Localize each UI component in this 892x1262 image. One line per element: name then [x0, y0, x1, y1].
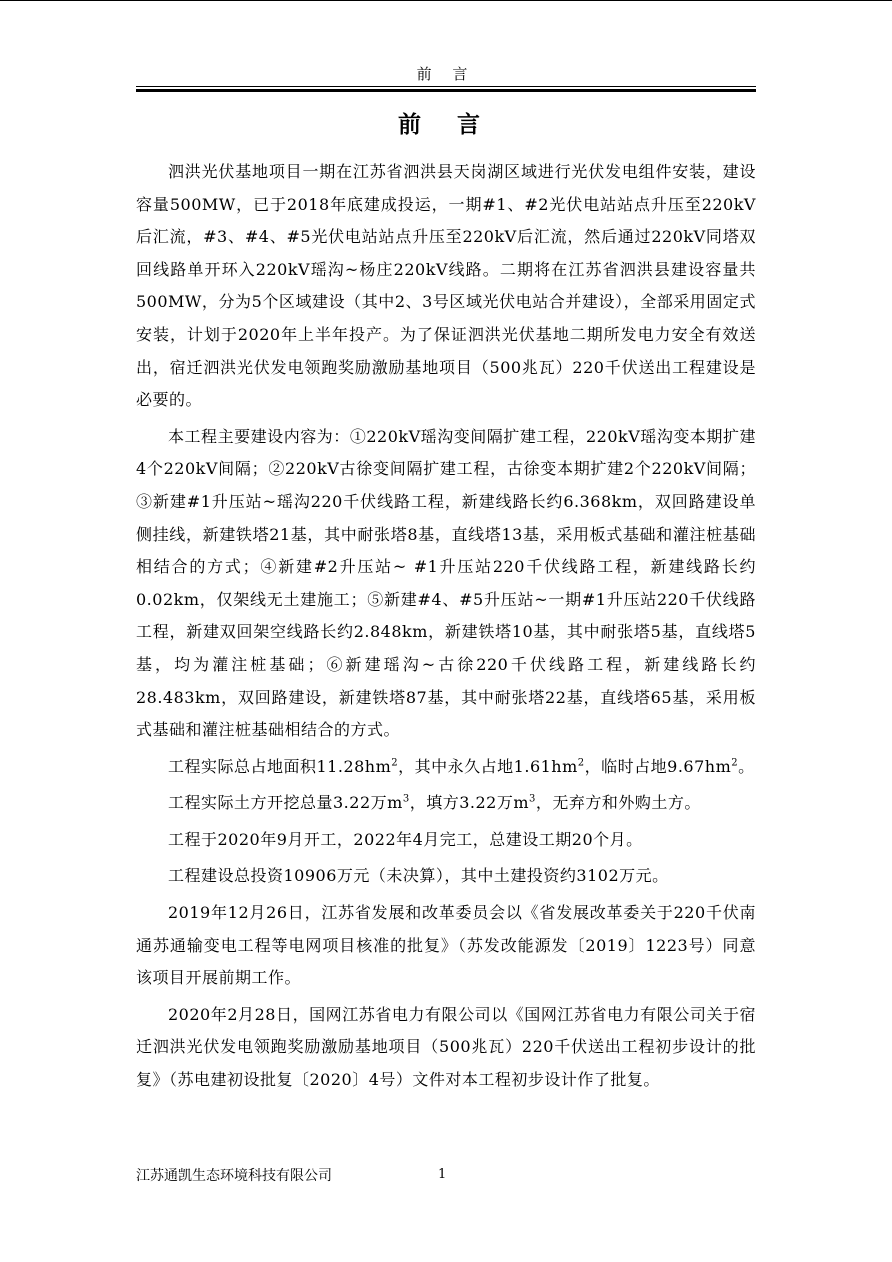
paragraph-background: 泗洪光伏基地项目一期在江苏省泗洪县天岗湖区域进行光伏发电组件安装，建设容量500MW，已于2018年底建成投运，一期#1、#2光伏电站站点升压至220kV后汇流，#3、#4、#5光伏电站站点升压至220kV后汇流，然后通过220kV同塔双回线路单开环入220kV瑶沟~杨庄220kV线路。二期将在江苏省泗洪县建设容量共500MW，分为5个区域建设（其中2、3号区域光伏电站合并建设），全部采用固定式安装，计划于2020年上半年投产。为了保证泗洪光伏基地二期所发电力安全有效送出，宿迁泗洪光伏发电领跑奖励激励基地项目（500兆瓦）220千伏送出工程建设是必要的。 — [136, 162, 756, 410]
paragraph-earthwork — [136, 787, 756, 820]
earth-text-1: 工程实际土方开挖总量3.22万m — [168, 793, 403, 813]
paragraph-approval-2020: 2020年2月28日，国网江苏省电力有限公司以《国网江苏省电力有限公司关于宿迁泗洪光伏发电领跑奖励激励基地项目（500兆瓦）220千伏送出工程初步设计的批复》（苏电建初设批复〔2020〕4号）文件对本工程初步设计作了批复。 — [136, 1004, 756, 1090]
area-sup-1: 2 — [391, 757, 399, 769]
paragraph-construction-content: 本工程主要建设内容为：①220kV瑶沟变间隔扩建工程，220kV瑶沟变本期扩建4个220kV间隔；②220kV古徐变间隔扩建工程，古徐变本期扩建2个220kV间隔；③新建#1升压站~瑶沟220千伏线路工程，新建线路长约6.368km，双回路建设单侧挂线，新建铁塔21基，其中耐张塔8基，直线塔13基，采用板式基础和灌注桩基础相结合的方式；④新建#2升压站~ #1升压站220千伏线路工程，新建线路长约0.02km，仅架线无土建施工；⑤新建#4、#5升压站~一期#1升压站220千伏线路工程，新建双回架空线路长约2.848km，新建铁塔10基，其中耐张塔5基，直线塔5基，均为灌注桩基础；⑥新建瑶沟~古徐220千伏线路工程，新建线路长约28.483km，双回路建设，新建铁塔87基，其中耐张塔22基，直线塔65基，采用板式基础和灌注桩基础相结合的方式。 — [136, 426, 756, 740]
area-text-2: ，其中永久占地1.61hm — [398, 756, 578, 776]
paragraph-approval-2019: 2019年12月26日，江苏省发展和改革委员会以《省发展改革委关于220千伏南通苏通输变电工程等电网项目核准的批复》（苏发改能源发〔2019〕1223号）同意该项目开展前期工作。 — [136, 903, 756, 988]
paragraph-investment: 工程建设总投资10906万元（未决算），其中土建投资约3102万元。 — [168, 866, 669, 886]
earth-text-3: ，无弃方和外购土方。 — [535, 793, 701, 813]
page-top-border — [0, 0, 892, 1]
area-sup-2: 2 — [577, 757, 585, 769]
area-text-1: 工程实际总占地面积11.28hm — [168, 756, 392, 776]
earth-text-2: ，填方3.22万m — [409, 793, 529, 813]
paragraph-land-area — [136, 751, 756, 784]
page-title: 前 言 — [397, 111, 494, 138]
earth-sup-2: 3 — [529, 793, 536, 805]
area-sup-3: 2 — [731, 757, 739, 769]
earth-sup-1: 3 — [402, 793, 410, 805]
running-header: 前 言 — [416, 65, 476, 83]
document-body — [136, 156, 756, 1101]
header-rule-thick — [136, 89, 756, 92]
header-rule-thin — [136, 86, 756, 87]
area-text-4: 。 — [738, 756, 755, 776]
paragraph-schedule: 工程于2020年9月开工，2022年4月完工，总建设工期20个月。 — [168, 829, 643, 849]
footer-page-number: 1 — [438, 1167, 447, 1182]
area-text-3: ，临时占地9.67hm — [584, 756, 732, 776]
footer-company: 江苏通凯生态环境科技有限公司 — [136, 1168, 332, 1184]
